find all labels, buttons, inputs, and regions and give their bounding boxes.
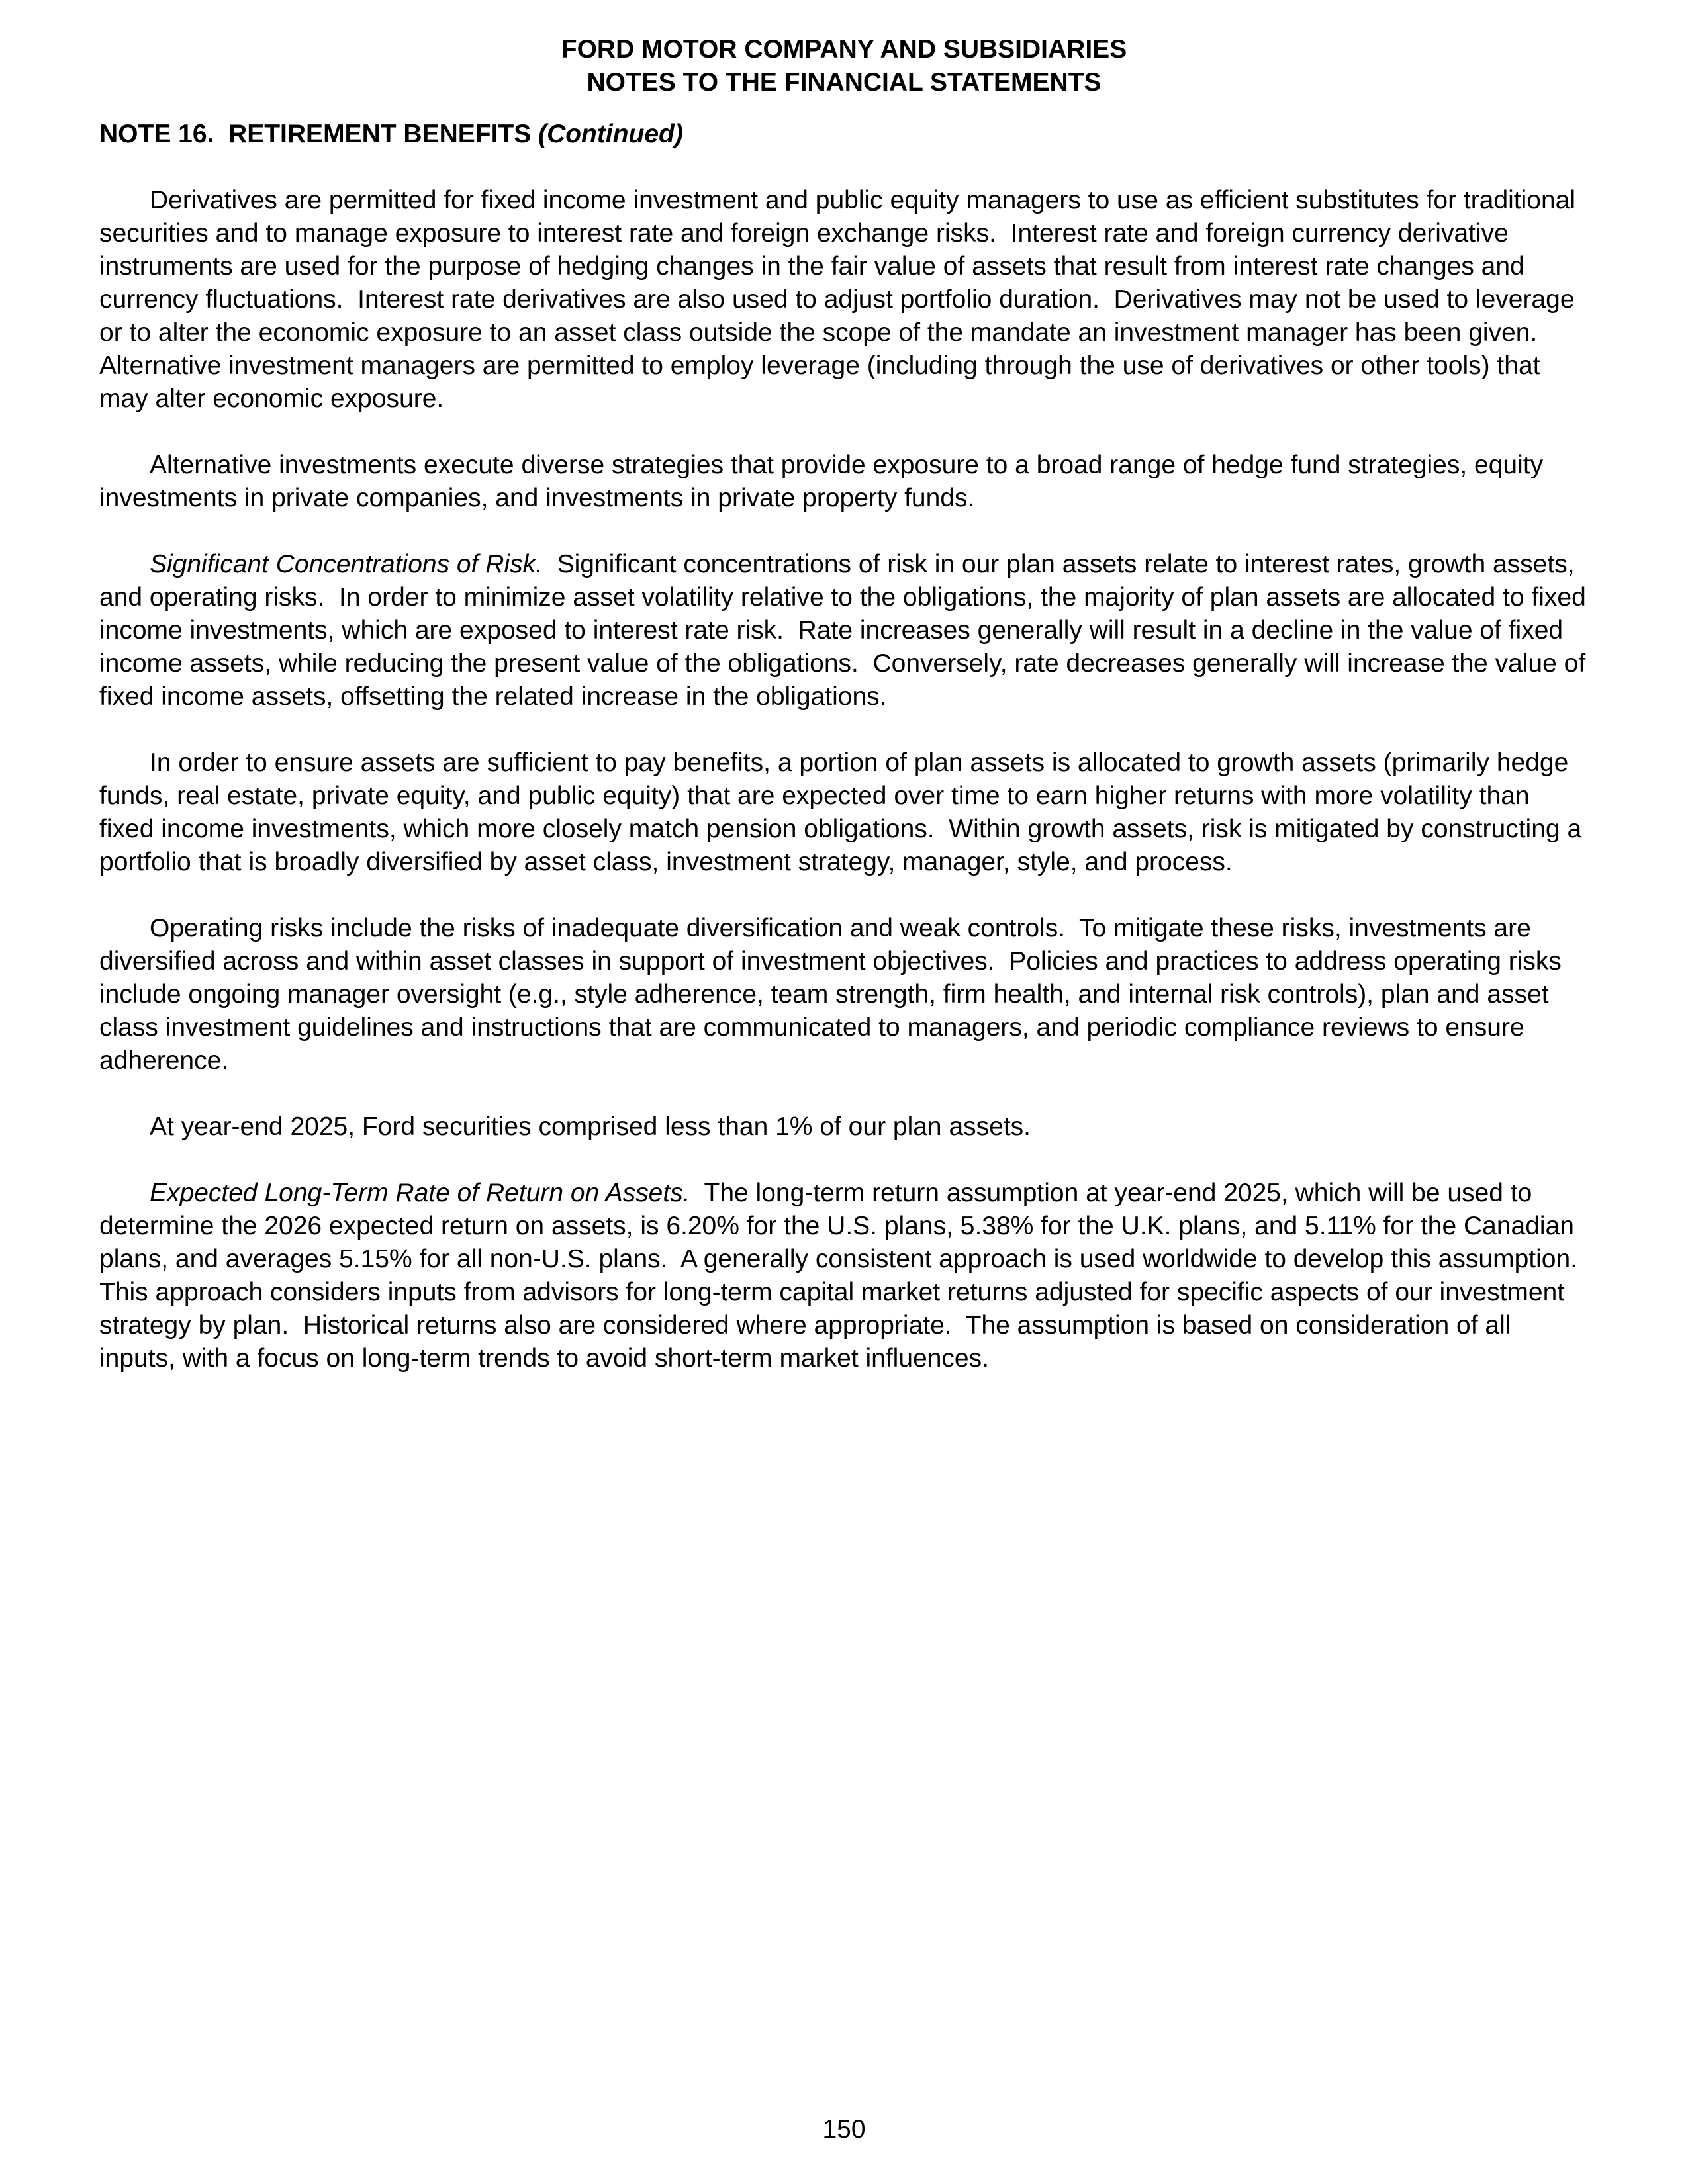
page-header [0, 33, 1688, 99]
note-title: NOTE 16. RETIREMENT BENEFITS [99, 120, 539, 148]
continued-label: (Continued) [538, 120, 683, 148]
note-heading [99, 118, 683, 151]
statement-title: NOTES TO THE FINANCIAL STATEMENTS [586, 68, 1102, 97]
paragraph-concentrations-of-risk [99, 548, 1593, 713]
paragraph-ford-securities: At year-end 2025, Ford securities comprised less than 1% of our plan assets. [150, 1113, 1031, 1141]
expected-return-text: The long-term return assumption at year-end 2025, which will be used to determine the 2026 expected return on assets, is 6.20% for the U.S. plans, 5.38% for the U.K. plans, and 5.11% for the Canadian plans, and averages 5.15% for all non-U.S. plans. A generally consistent approach is used worldwide to develop this assumption. This approach considers inputs from advisors for long-term capital market returns adjusted for specific aspects of our investment strategy by plan. Historical returns also are considered where appropriate. The assumption is based on consideration of all inputs, with a focus on long-term trends to avoid short-term market influences. [99, 1179, 1591, 1373]
company-name: FORD MOTOR COMPANY AND SUBSIDIARIES [561, 35, 1127, 64]
paragraph-alternative-investments: Alternative investments execute diverse strategies that provide exposure to a broad range of hedge fund strategies, equity investments in private companies, and investments in private property funds. [99, 451, 1550, 512]
paragraph-operating-risks: Operating risks include the risks of inadequate diversification and weak controls. To mitigate these risks, investments are diversified across and within asset classes in support of investment objectives. Policies and practices to address operating risks include ongoing manager oversight (e.g., style adherence, team strength, firm health, and internal risk controls), plan and asset class investment guidelines and instructions that are communicated to managers, and periodic compliance reviews to ensure adherence. [99, 914, 1569, 1075]
expected-return-lead-in: Expected Long-Term Rate of Return on Assets. [150, 1179, 690, 1207]
note-body [99, 184, 1593, 1408]
concentrations-text: Significant concentrations of risk in our plan assets relate to interest rates, growth assets, and operating risks. In order to minimize asset volatility relative to the obligations, the majority of plan assets are allocated to fixed income investments, which are exposed to interest rate risk. Rate increases generally will result in a decline in the value of fixed income assets, while reducing the present value of the obligations. Conversely, rate decreases generally will increase the value of fixed income assets, offsetting the related increase in the obligations. [99, 550, 1593, 711]
paragraph-growth-assets: In order to ensure assets are sufficient to pay benefits, a portion of plan assets is allocated to growth assets (primarily hedge funds, real estate, private equity, and public equity) that are expected over time to earn higher returns with more volatility than fixed income investments, which more closely match pension obligations. Within growth assets, risk is mitigated by constructing a portfolio that is broadly diversified by asset class, investment strategy, manager, style, and process. [99, 749, 1589, 876]
paragraph-expected-return [99, 1177, 1589, 1375]
paragraph-derivatives: Derivatives are permitted for fixed income investment and public equity managers to use as efficient substitutes for traditional securities and to manage exposure to interest rate and foreign exchange risks. Interest rate and foreign currency derivative instruments are used for the purpose of hedging changes in the fair value of assets that result from interest rate changes and currency fluctuations. Interest rate derivatives are also used to adjust portfolio duration. Derivatives may not be used to leverage or to alter the economic exposure to an asset class outside the scope of the mandate an investment manager has been given. Alternative investment managers are permitted to employ leverage (including through the use of derivatives or other tools) that may alter economic exposure. [99, 186, 1583, 413]
page-number: 150 [822, 2115, 866, 2144]
concentrations-lead-in: Significant Concentrations of Risk. [150, 550, 543, 578]
